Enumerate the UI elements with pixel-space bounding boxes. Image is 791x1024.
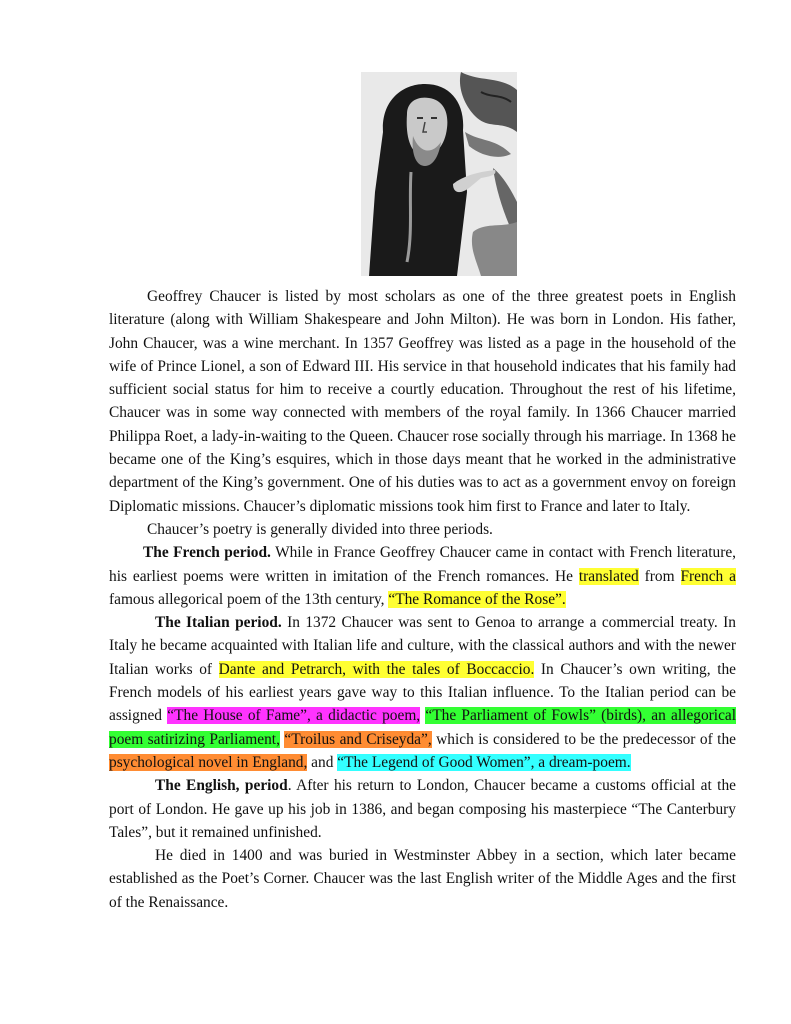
paragraph-biography: Geoffrey Chaucer is listed by most scholars as one of the three greatest poets in English literature (along with William Shakespeare and John Milton). He was born in London. His father, John Chaucer, was a wine merchant. In 1357 Geoffrey was listed as a page in the household of the wife of Prince Lionel, a son of Edward III. His service in that household indicates that his family had sufficient social status for him to receive a courtly education. Throughout the rest of his lifetime, Chaucer was in some way connected with members of the royal family. In 1366 Chaucer married Philippa Roet, a lady-in-waiting to the Queen. Chaucer rose socially through his marriage. In 1368 he became one of the King’s esquires, which in those days meant that he worked in the administrative department of the King’s government. One of his duties was to act as a government envoy on foreign Diplomatic missions. Chaucer’s diplomatic missions took him first to France and later to Italy.: [109, 288, 736, 515]
english-period-heading: The English, period: [155, 777, 288, 795]
highlight-french-a: French a: [680, 567, 736, 585]
highlight-translated: translated: [578, 567, 639, 585]
highlight-psychological-novel: psychological novel in England,: [109, 753, 308, 771]
highlight-house-of-fame: “The House of Fame”, a didactic poem,: [167, 707, 421, 725]
highlight-troilus-and-criseyda: “Troilus and Criseyda”,: [284, 730, 432, 748]
highlight-dante-petrarch: Dante and Petrarch, with the tales of Boccaccio.: [218, 660, 535, 678]
french-period-heading: The French period.: [143, 544, 271, 562]
paragraph-english-period: The English, period. After his return to London, Chaucer became a customs official at the port of London. He gave up his job in 1386, and began composing his masterpiece “The Canterbury Tales”, but it remained unfinished.: [109, 777, 736, 841]
paragraph-french-period: The French period. While in France Geoffrey Chaucer came in contact with French literature, his earliest poems were written in imitation of the French romances. He translated from French a famous allegorical poem of the 13th century, “The Romance of the Rose”.: [109, 544, 736, 608]
portrait-image: [361, 72, 517, 276]
highlight-parliament-of-fowls: “The Parliament of Fowls” (birds), an allegorical poem satirizing Parliament,: [109, 707, 737, 748]
italian-period-heading: The Italian period.: [155, 614, 282, 632]
body-text: [109, 285, 736, 914]
highlight-romance-of-the-rose: “The Romance of the Rose”.: [388, 590, 566, 608]
paragraph-italian-period: The Italian period. In 1372 Chaucer was sent to Genoa to arrange a commercial treaty. In Italy he became acquainted with Italian life and culture, with the classical authors and with the newer Italian works of Dante and Petrarch, with the tales of Boccaccio. In Chaucer’s own writing, the French models of his earliest years gave way to this Italian influence. To the Italian period can be assigned “The House of Fame”, a didactic poem, “The Parliament of Fowls” (birds), an allegorical poem satirizing Parliament, “Troilus and Criseyda”, which is considered to be the predecessor of the psychological novel in England, and “The Legend of Good Women”, a dream-poem.: [109, 614, 737, 771]
chaucer-portrait-icon: [361, 72, 517, 276]
paragraph-periods-intro: Chaucer’s poetry is generally divided into three periods.: [147, 520, 493, 538]
paragraph-death: He died in 1400 and was buried in Westminster Abbey in a section, which later became established as the Poet’s Corner. Chaucer was the last English writer of the Middle Ages and the first of the Renaissance.: [109, 847, 736, 911]
highlight-legend-of-good-women: “The Legend of Good Women”, a dream-poem.: [337, 753, 631, 771]
